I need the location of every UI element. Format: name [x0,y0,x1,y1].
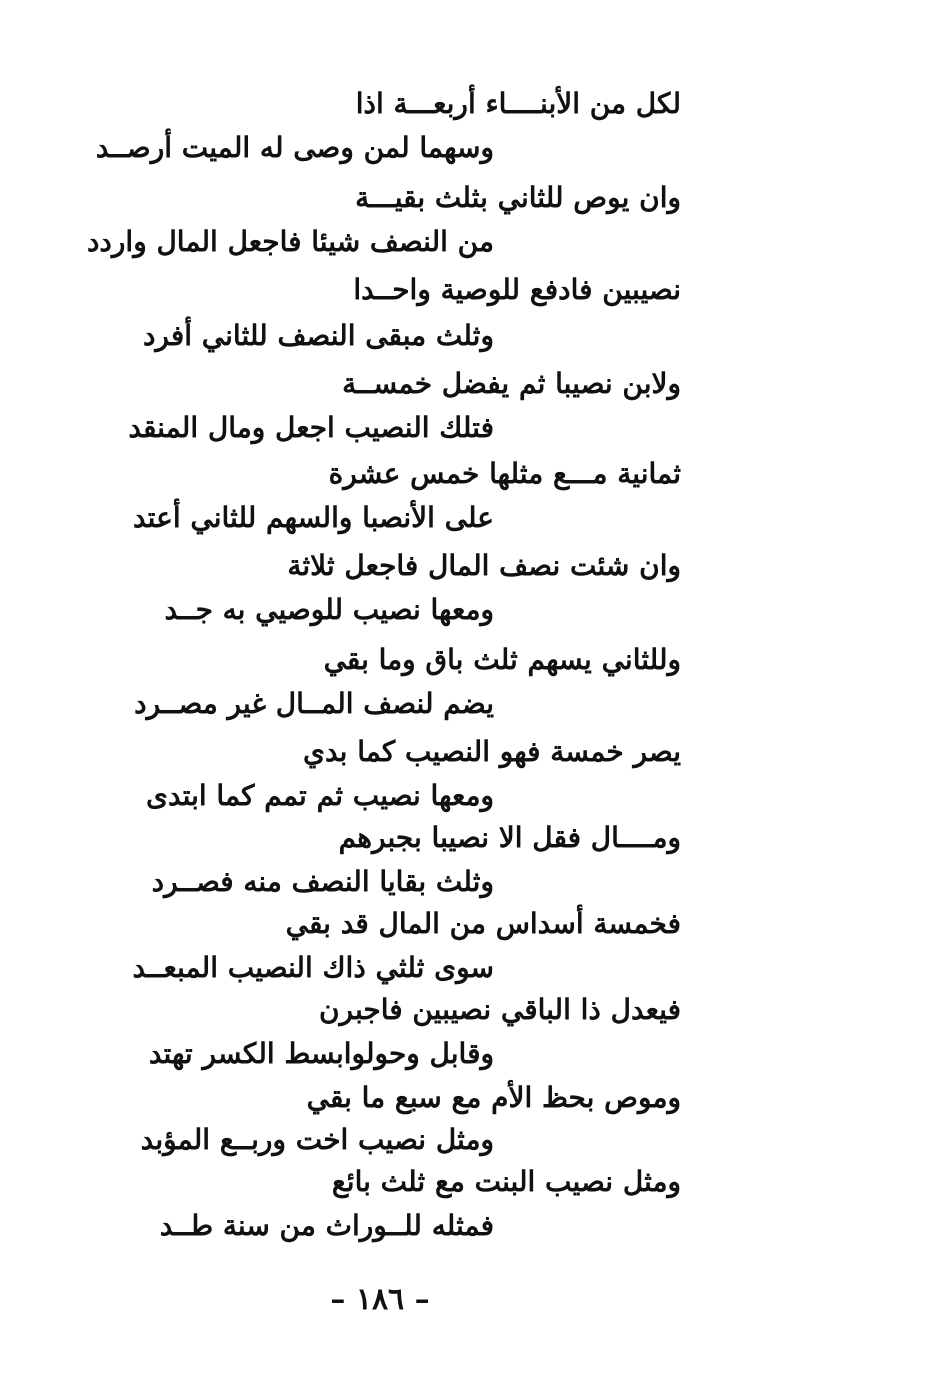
verse-line: ولابن نصيبا ثم يفضل خمســة [342,367,681,400]
verse-line: فيعدل ذا الباقي نصيبين فاجبرن [318,993,681,1026]
verse-line: فخمسة أسداس من المال قد بقي [285,907,681,940]
verse-line: وقابل وحولوابسط الكسر تهتد [148,1037,494,1070]
verse-line: وسهما لمن وصى له الميت أرصــد [95,131,494,164]
verse-line: فمثله للــوراث من سنة طــد [159,1209,494,1242]
verse-line: وثلث مبقى النصف للثاني أفرد [142,319,494,352]
page-number: – ١٨٦ – [330,1282,430,1317]
verse-line: ومعها نصيب ثم تمم كما ابتدى [146,779,494,812]
verse-line: وان يوص للثاني بثلث بقيـــة [355,181,681,214]
verse-line: من النصف شيئا فاجعل المال واردد [86,225,494,258]
verse-line: ومثل نصيب البنت مع ثلث بائع [331,1165,681,1198]
verse-line: نصيبين فادفع للوصية واحــدا [353,273,681,306]
verse-line: وللثاني يسهم ثلث باق وما بقي [323,643,681,676]
verse-line: يضم لنصف المــال غير مصــرد [134,687,494,720]
verse-line: فتلك النصيب اجعل ومال المنقد [128,411,494,444]
verse-line: وموص بحظ الأم مع سبع ما بقي [306,1081,681,1114]
verse-line: وان شئت نصف المال فاجعل ثلاثة [287,549,681,582]
verse-line: على الأنصبا والسهم للثاني أعتد [132,501,494,534]
verse-line: ومثل نصيب اخت وربــع المؤبد [140,1123,494,1156]
verse-line: ومعها نصيب للوصيي به جــد [164,593,494,626]
verse-line: ومــــال فقل الا نصيبا بجبرهم [338,821,681,854]
verse-line: سوى ثلثي ذاك النصيب المبعــد [132,951,494,984]
verse-line: لكل من الأبنــــاء أربعـــة اذا [355,87,681,120]
verse-line: يصر خمسة فهو النصيب كما بدي [303,735,681,768]
verse-line: ثمانية مـــع مثلها خمس عشرة [328,457,681,490]
verse-line: وثلث بقايا النصف منه فصــرد [151,865,494,898]
